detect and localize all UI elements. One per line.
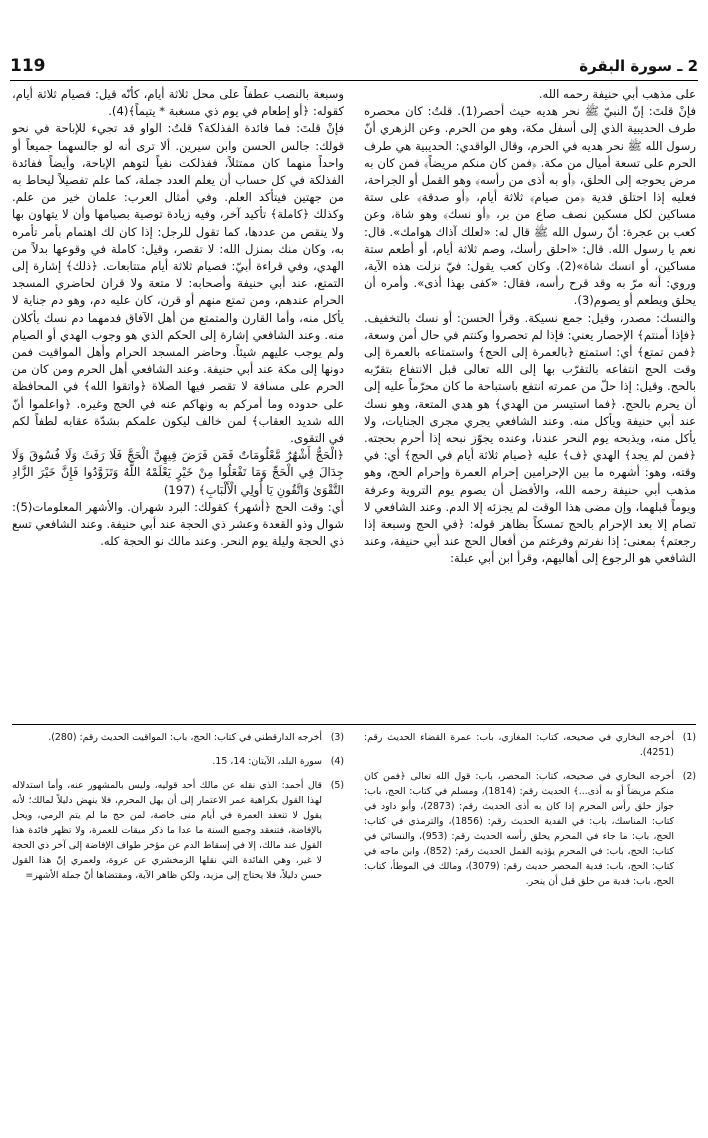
footnote-text: أخرجه البخاري في صحيحه، كتاب: المحصر، باب: قول الله تعالى ﴿فمن كان منكم مريضاً أو به أذى...﴾ الحديث رقم: (1814)، ومسلم في كتاب: الحج، باب: جواز حلق رأس المحرم إذا كان به أذى الحديث رقم: (2873)، وأبو داود في كتاب: المناسك، باب: في الفدية الحديث رقم: (1856)، والترمذي في كتاب: الحج، باب: ما جاء في المحرم يحلق رأسه الحديث رقم: (953)، والنسائي في كتاب: الحج، باب: في المحرم يؤذيه القمل الحديث رقم: (852)، وابن ماجه في كتاب: الحج، باب: فدية المحصر حديث رقم: (3079)، ومالك في الموطأ، كتاب: الحج، باب: فدية من حلق قبل أن ينحر. xyxy=(364,771,675,887)
footnote-number: (4) xyxy=(330,756,344,767)
footnote-text: سورة البلد، الآيتان: 14، 15. xyxy=(212,756,322,767)
footnote-number: (3) xyxy=(330,732,344,743)
footnote xyxy=(364,730,696,760)
footnote-text: أخرجه الدارقطني في كتاب: الحج، باب: المواقيت الحديث رقم: (280). xyxy=(48,732,322,743)
running-title: 2 ـ سورة البقرة xyxy=(579,57,698,75)
footnote xyxy=(12,778,344,883)
header-rule xyxy=(10,80,698,81)
main-text xyxy=(12,86,696,714)
paragraph: والنسك: مصدر، وقيل: جمع نسيكة. وقرأ الحسن: أو نسك بالتخفيف. ﴿فإذا أمنتم﴾ الإحصار يعني: فإذا لم تحصروا وكنتم في حال أمن وسعة، ﴿فمن تمتع﴾ أي: استمتع ﴿بالعمرة إلى الحج﴾ واستمتاعه بالعمرة إلى وقت الحج انتفاعه بالتقرّب بها إلى الله تعالى قبل الانتفاع بتقرّبه بالحج. وقيل: إذا حلّ من عمرته انتفع باستباحة ما كان محرّماً عليه إلى أن يحرم بالحج. ﴿فما استيسر من الهدي﴾ هو هدي المتعة، وهو نسك عند أبي حنيفة ويأكل منه. وعند الشافعي يجري مجرى الجنايات، ولا يأكل منه، ويذبحه يوم النحر عندنا، وعنده يجوّز نبحه إذا أحرم بحجته. ﴿فمن لم يجد﴾ الهدي ﴿ف﴾ عليه ﴿صيام ثلاثة أيام في الحج﴾ أي: في وقته، وهو: أشهره ما بين الإحرامين إحرام العمرة وإحرام الحج، وهو مذهب أبي حنيفة رحمه الله، والأفضل أن يصوم يوم التروية وعرفة ويوماً قبلهما، وإن مضى هذا الوقت لم يجزئه إلا الدم. وعند الشافعي لا تصام إلا بعد الإحرام بالحج تمسكاً بظاهر قوله: ﴿في الحج وسبعة إذا رجعتم﴾ بمعنى: إذا نفرتم وفرغتم من أفعال الحج عند أبي حنيفة، وعند الشافعي هو الرجوع إلى أهاليهم، وقرأ ابن أبي عبلة: xyxy=(364,310,696,566)
paragraph: فإنْ قلتَ: إنّ النبيّ ﷺ نحر هديه حيث أحصر(1). قلتُ: كان محصره طرف الحديبية الذي إلى أسفل مكة، وهو من الحرم. وعن الزهري أنّ رسول الله ﷺ نحر هديه في الحرم، وقال الواقدي: الحديبية هي طرف الحرم على تسعة أميال من مكة. ﴿فمن كان منكم مريضاً﴾ فمن كان به مرض يحوجه إلى الحلق، ﴿أو به أذى من رأسه﴾ وهو القمل أو الجراحة، فعليه إذا احتلق فدية ﴿من صيام﴾ ثلاثة أيام، ﴿أو صدقة﴾ على ستة مساكين لكل مسكين نصف صاع من بر، ﴿أو نسك﴾ وهو شاة، وعن كعب بن عجرة: أنّ رسول الله ﷺ قال له: «لعلك آذاك هوامك». قال: نعم يا رسول الله. قال: «احلق رأسك، وصم ثلاثة أيام، أو أطعم ستة مساكين، أو انسك شاة»(2). وكان كعب يقول: فيّ نزلت هذه الآية، وروي: أنه مرّ به وقد قرح رأسه، فقال: «كفى بهذا أذى». وأمره أن يحلق ويطعم أو يصوم(3). xyxy=(364,104,696,308)
footnotes-right-column xyxy=(364,730,696,1130)
right-column xyxy=(364,86,696,714)
footnote-number: (2) xyxy=(682,771,696,782)
footnote-separator xyxy=(12,724,696,725)
page-number: 119 xyxy=(10,56,46,76)
footnotes-left-column xyxy=(12,730,344,1130)
footnote xyxy=(12,754,344,769)
footnote-number: (5) xyxy=(330,780,344,791)
footnotes xyxy=(12,730,696,1130)
footnote-text: أخرجه البخاري في صحيحه، كتاب: المغازي، باب: عمرة القضاء الحديث رقم: (4251). xyxy=(364,732,674,758)
left-column xyxy=(12,86,344,714)
footnote xyxy=(12,730,344,745)
paragraph: فإنْ قلتَ: فما فائدة الفذلكة؟ قلتُ: الواو قد تجيء للإباحة في نحو قولك: جالس الحسن وابن سيرين. ألا ترى أنه لو جالسهما جميعاً أو واحداً منهما كان ممتثلاً، ففذلكت نفياً لتوهم الإباحة، وأيضاً ففائدة الفذلكة في كل حساب أن يعلم العدد جملة، كما علم تفصيلاً ليحاط به من جهتين فيتأكد العلم. وفي أمثال العرب: علمان خير من علم. وكذلك ﴿كاملة﴾ تأكيد آخر، وفيه زيادة توصية بصيامها وأن لا يتهاون بها ولا ينقص من عددها، كما تقول للرجل: إذا كان لك اهتمام بأمر تأمره به، وكان منك بمنزل الله: لا تقصر، وقيل: كاملة في وقوعها بدلاً من الهدي، وفي قراءة أبيّ: فصيام ثلاثة أيام متتابعات. ﴿ذلك﴾ إشارة إلى التمتع، عند أبي حنيفة وأصحابه: لا متعة ولا قران لحاضري المسجد الحرام عندهم، ومن تمتع منهم أو قرن، كان عليه دم، وهو دم جناية لا يأكل منه، وأما القارن والمتمتع من أهل الآفاق فدمهما دم نسك يأكلان منه. وعند الشافعي إشارة إلى الحكم الذي هو وجوب الهدي أو الصيام ولم يوجب عليهم شيئاً. وحاضر المسجد الحرام وأهل المواقيت فمن دونها إلى مكة عند أبي حنيفة. وعند الشافعي أهل الحرم ومن كان من الحرم على مسافة لا تقصر فيها الصلاة ﴿واتقوا الله﴾ في المحافظة على حدوده وما أمركم به ونهاكم عنه في الحج وغيره. ﴿واعلموا أنّ الله شديد العقاب﴾ لمن خالف ليكون علمكم بشدّة عقابه لطفاً لكم في التقوى. xyxy=(12,121,344,446)
paragraph: وسبعة بالنصب عطفاً على محل ثلاثة أيام، كأنّه قيل: فصيام ثلاثة أيام، كقوله: ﴿أو إطعام في يوم ذي مسغبة * يتيماً﴾(4). xyxy=(12,87,344,119)
paragraph: أي: وقت الحج ﴿أشهر﴾ كقولك: البرد شهران. والأشهر المعلومات(5): شوال وذو القعدة وعشر ذي الحجة عند أبي حنيفة. وعند الشافعي تسع ذي الحجة وليلة يوم النحر. وعند مالك نو الحجة كله. xyxy=(12,499,344,549)
footnote xyxy=(364,769,696,889)
page-header xyxy=(10,52,698,80)
footnote-number: (1) xyxy=(682,732,696,743)
quran-verse: ﴿الْحَجُّ أَشْهُرٌ مَّعْلُومَاتٌ فَمَن فَرَضَ فِيهِنَّ الْحَجَّ فَلَا رَفَثَ وَلَا فُسُوقَ وَلَا جِدَالَ فِي الْحَجِّ وَمَا تَفْعَلُوا مِنْ خَيْرٍ يَعْلَمْهُ اللَّهُ وَتَزَوَّدُوا فَإِنَّ خَيْرَ الزَّادِ التَّقْوَىٰ وَاتَّقُونِ يَا أُولِي الْأَلْبَابِ﴾ (197) xyxy=(12,448,344,497)
paragraph: على مذهب أبي حنيفة رحمه الله. xyxy=(538,87,696,101)
footnote-text: قال أحمد: الذي نقله عن مالك أحد قوليه، وليس بالمشهور عنه، وأما استدلاله لهذا القول بكراهية عمر الاعتمار إلى أن يهل المحرم، فلا ينهض دليلاً لمالك؛ لأنه يقول لا تنعقد العمرة في أيام منى خاصة، لمن حج ما لم يتم الرمي، ويحل بالإفاضة، فتنعقد وجميع السنة ما عدا ما ذكر ميقات للعمرة، ولا تظهر فائدة هذا القول عند مالك، إلا في إسقاط الدم عن مؤخر طواف الإفاضة إلى آخر ذي الحجة لا غير، وهي الفائدة التي نقلها الزمخشري عن عروة، ولعمري إنّ هذا القول حسن دليلاً، فلا يحتاج إلى مزيد، ولكن ظاهر الآية، ومقتضاها أنّ جملة الأشهر= xyxy=(12,780,322,881)
